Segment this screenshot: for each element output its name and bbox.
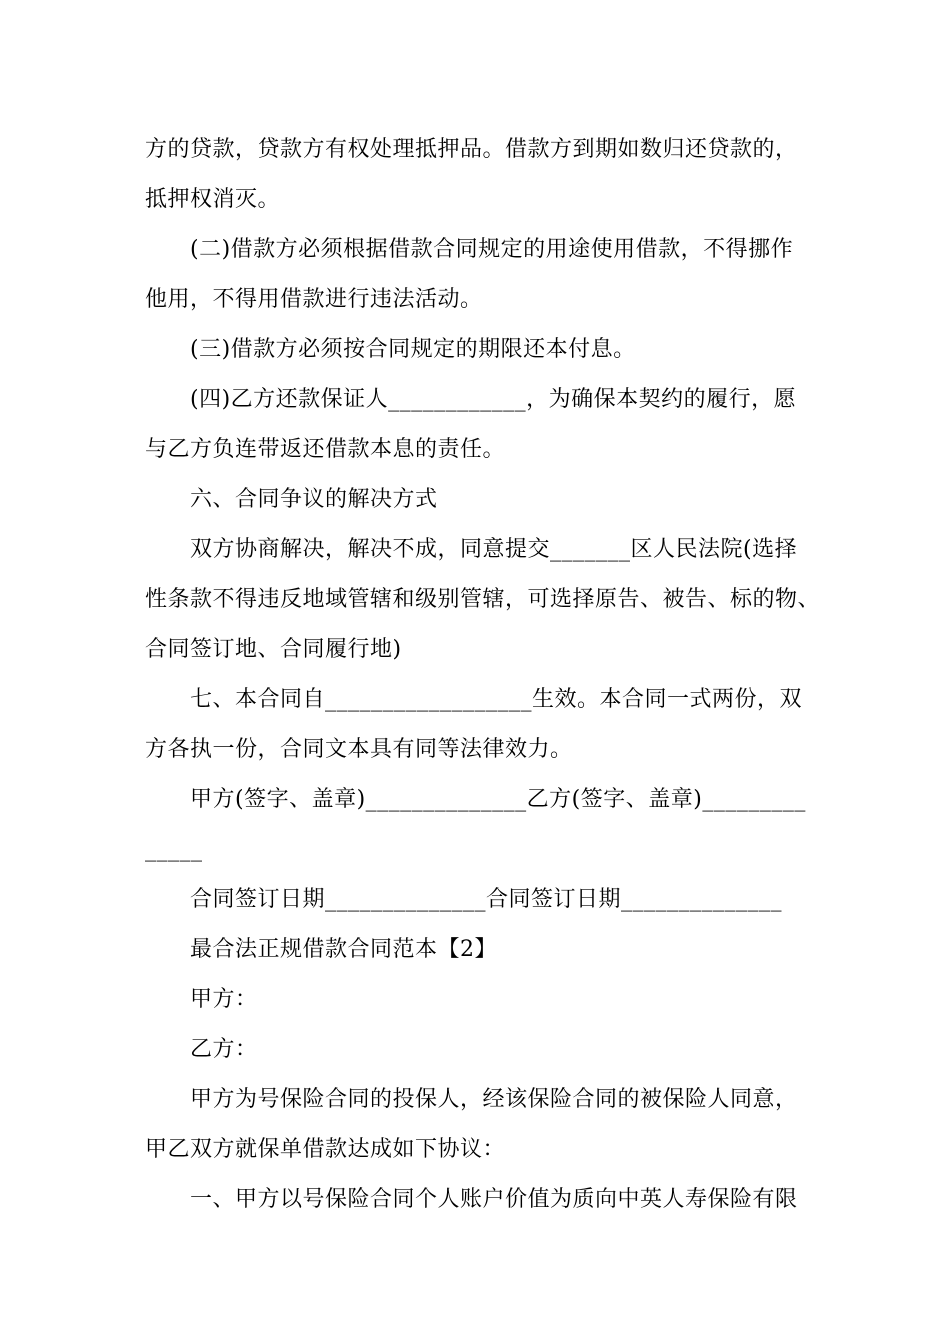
contract-title: 最合法正规借款合同范本【2】 <box>190 937 497 962</box>
paragraph-line: 性条款不得违反地域管辖和级别管辖，可选择原告、被告、标的物、 <box>145 587 821 612</box>
signature-line-continued: _____ <box>145 837 203 862</box>
party-a-label: 甲方： <box>190 987 258 1012</box>
paragraph-line: (三)借款方必须按合同规定的期限还本付息。 <box>190 337 636 362</box>
paragraph-line: 抵押权消灭。 <box>145 187 281 212</box>
party-b-label: 乙方： <box>190 1037 258 1062</box>
signature-line: 甲方(签字、盖章)______________乙方(签字、盖章)_________ <box>190 787 806 812</box>
signing-date-line: 合同签订日期______________合同签订日期______________ <box>190 887 783 912</box>
paragraph-line: 与乙方负连带返还借款本息的责任。 <box>145 437 506 462</box>
paragraph-line: 合同签订地、合同履行地) <box>145 637 402 662</box>
section-heading: 六、合同争议的解决方式 <box>190 487 438 512</box>
paragraph-line: 一、甲方以号保险合同个人账户价值为质向中英人寿保险有限 <box>190 1187 798 1212</box>
paragraph-line: 甲乙双方就保单借款达成如下协议： <box>145 1137 506 1162</box>
paragraph-line: 方各执一份，合同文本具有同等法律效力。 <box>145 737 573 762</box>
paragraph-line: 方的贷款，贷款方有权处理抵押品。借款方到期如数归还贷款的， <box>145 137 798 162</box>
paragraph-line: 七、本合同自__________________生效。本合同一式两份，双 <box>190 687 803 712</box>
paragraph-line: (二)借款方必须根据借款合同规定的用途使用借款，不得挪作 <box>190 237 794 262</box>
paragraph-line: (四)乙方还款保证人____________，为确保本契约的履行，愿 <box>190 387 797 412</box>
paragraph-line: 甲方为号保险合同的投保人，经该保险合同的被保险人同意， <box>190 1087 798 1112</box>
paragraph-line: 双方协商解决，解决不成，同意提交_______区人民法院(选择 <box>190 537 798 562</box>
paragraph-line: 他用，不得用借款进行违法活动。 <box>145 287 483 312</box>
